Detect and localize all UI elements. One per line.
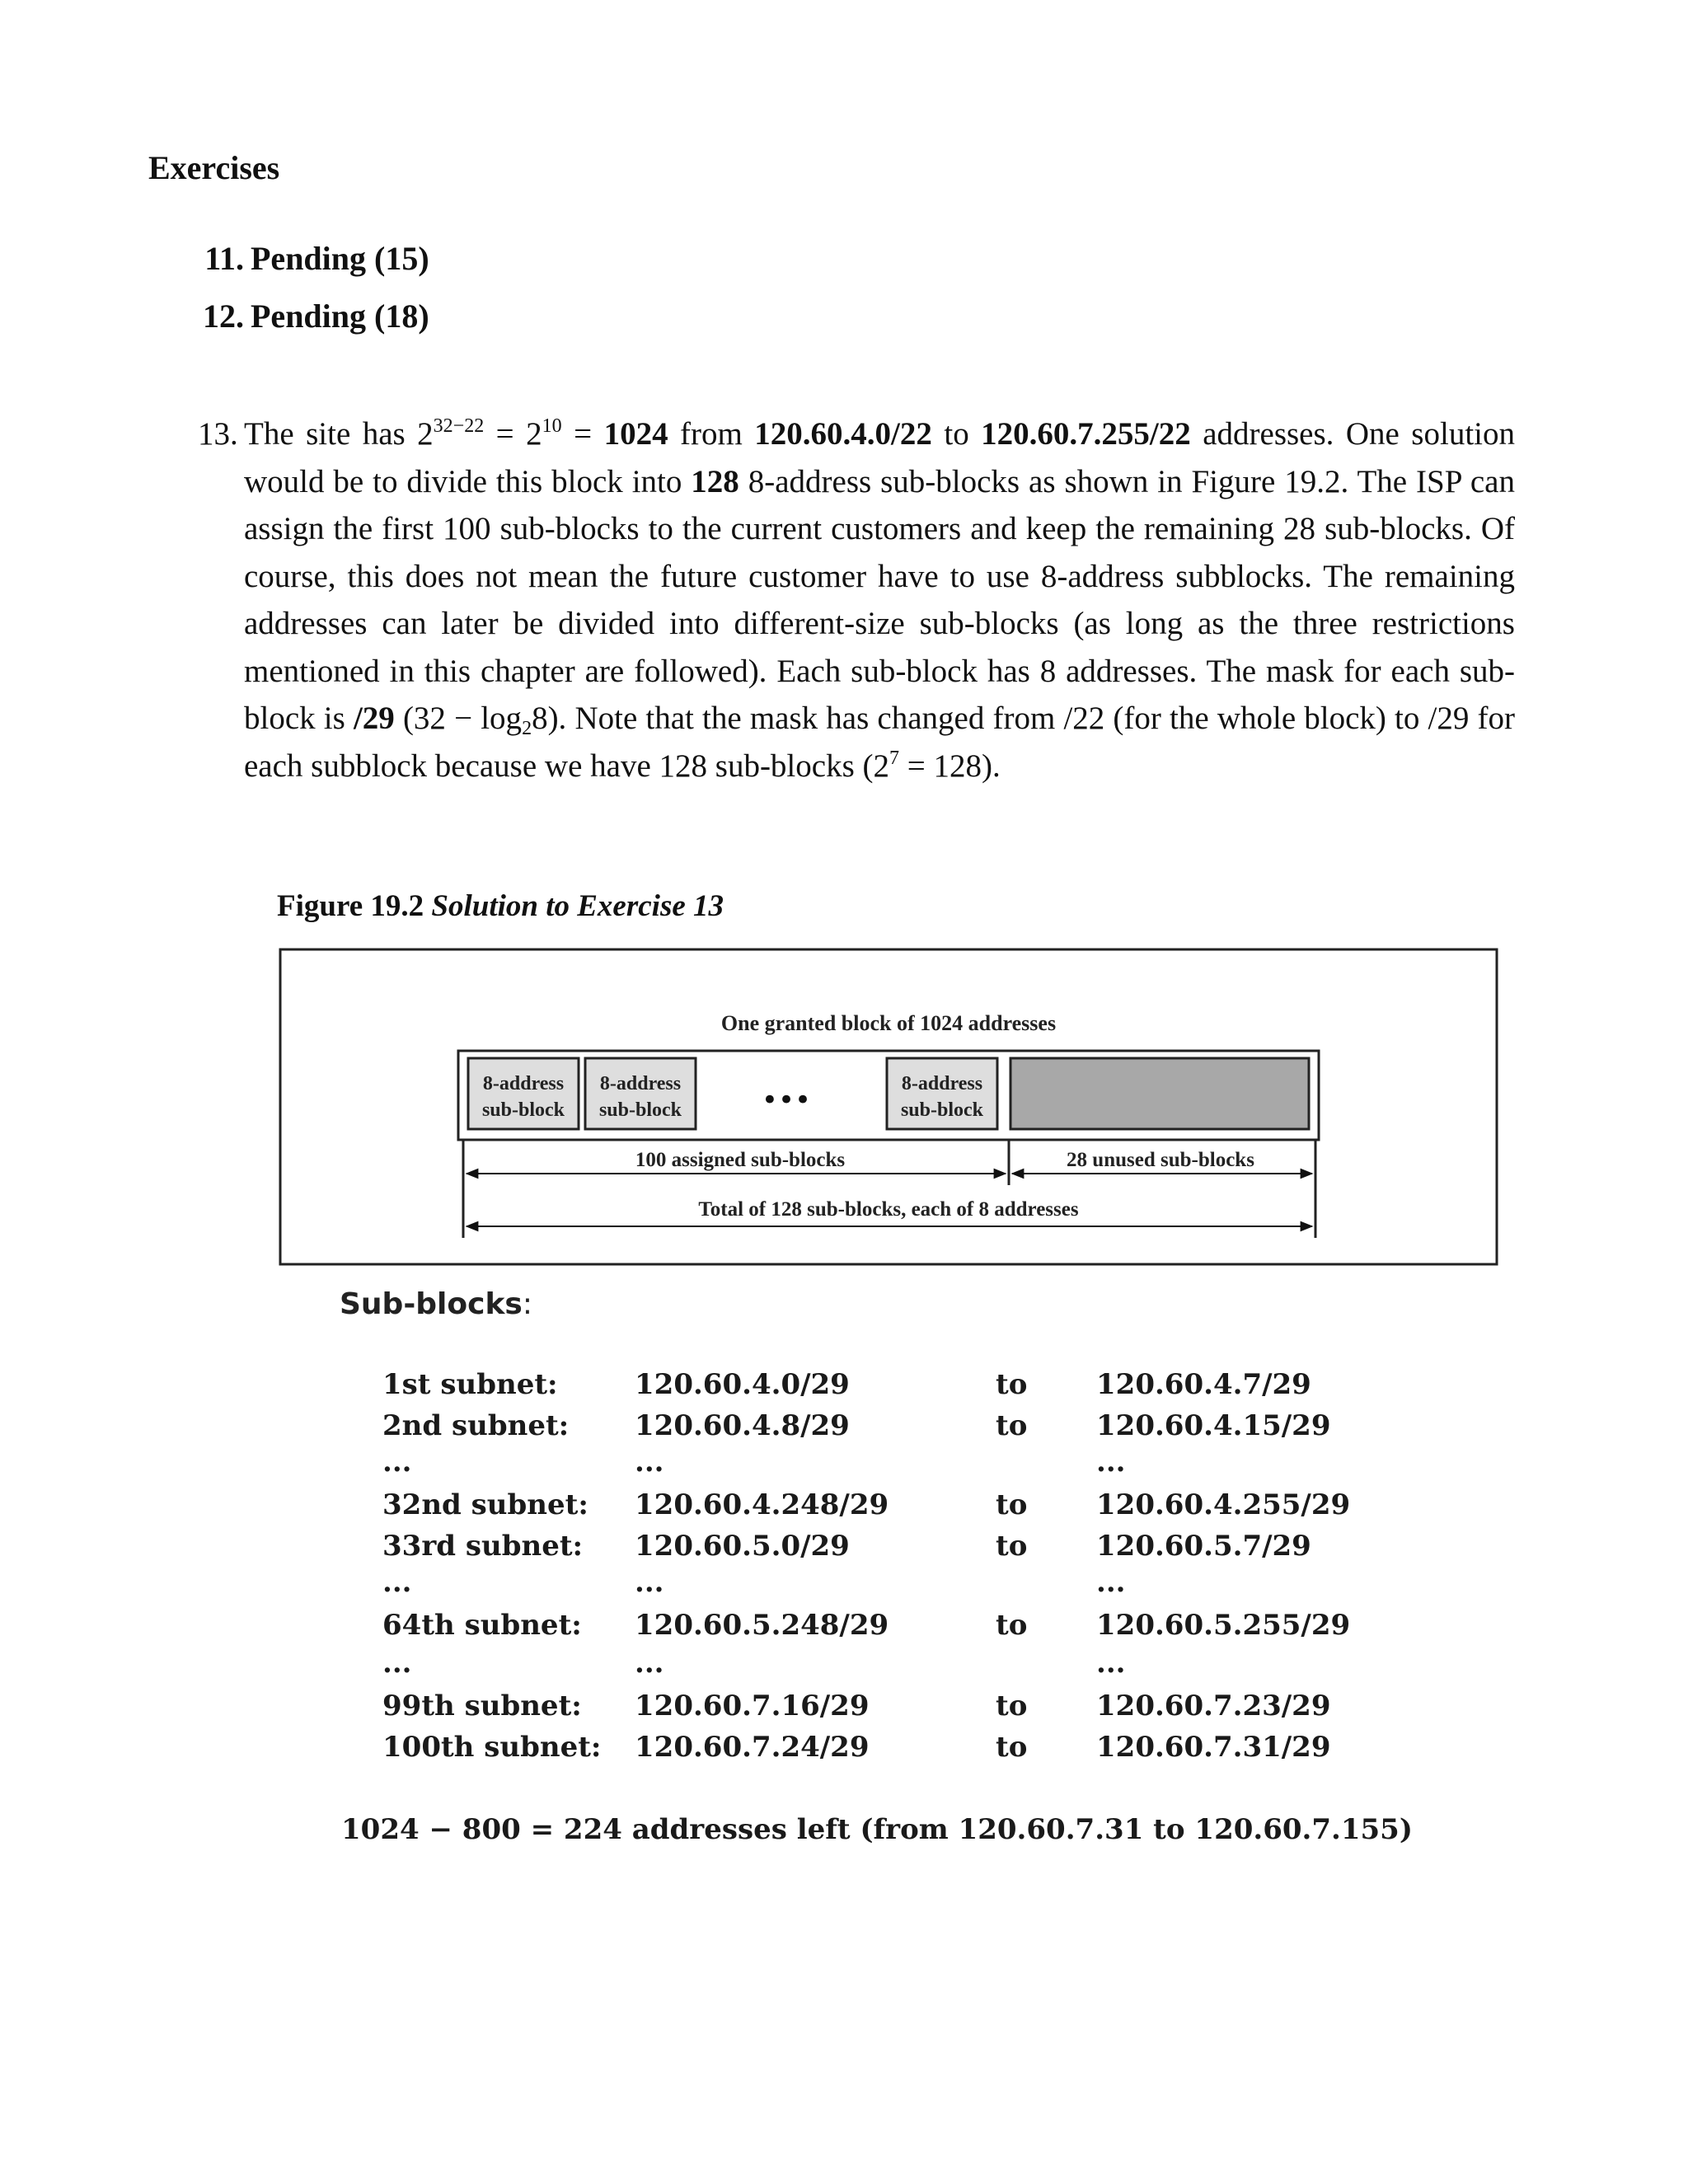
table-row bbox=[0, 1647, 1688, 1686]
subnet-start: ... bbox=[635, 1566, 664, 1599]
subnet-end: 120.60.4.255/29 bbox=[1096, 1488, 1351, 1521]
subnet-end: ... bbox=[1096, 1446, 1126, 1479]
subnet-name: 99th subnet: bbox=[382, 1690, 582, 1722]
subnet-start: 120.60.5.0/29 bbox=[635, 1530, 850, 1563]
bold-value: 120.60.7.255/22 bbox=[981, 416, 1191, 452]
text: The site has 2 bbox=[244, 416, 434, 452]
bold-value: /29 bbox=[353, 701, 395, 736]
text: to bbox=[931, 416, 982, 452]
subnet-end: 120.60.7.31/29 bbox=[1096, 1731, 1331, 1764]
table-row bbox=[0, 1368, 1688, 1408]
block-title: One granted block of 1024 addresses bbox=[720, 1011, 1057, 1035]
exponent: 7 bbox=[889, 747, 899, 769]
subnet-end: 120.60.5.7/29 bbox=[1096, 1530, 1311, 1563]
address-block-diagram bbox=[279, 948, 1498, 1266]
range-word: to bbox=[996, 1609, 1028, 1642]
subnet-end: ... bbox=[1096, 1566, 1126, 1599]
text: from bbox=[668, 416, 755, 452]
text: 8-address sub-blocks as shown in Figure 19.2. The ISP can assign the first 100 sub-blocks to the current customers and keep the remaining 28 sub-blocks. Of course, this does not mean the future customer have to use 8-address subblocks. The remaining addresses can later be divided into different-size sub-blocks (as long as the three restrictions mentioned in this chapter are followed). Each sub-block has 8 addresses. The mask for each sub-block is bbox=[244, 463, 1515, 736]
sub-block-1 bbox=[468, 1058, 579, 1129]
unused-region bbox=[1010, 1058, 1309, 1129]
subnet-start: 120.60.4.248/29 bbox=[635, 1488, 889, 1521]
subnet-start: 120.60.5.248/29 bbox=[635, 1609, 889, 1642]
exponent: 10 bbox=[542, 415, 562, 437]
sub-block-2 bbox=[585, 1058, 696, 1129]
range-word: to bbox=[996, 1488, 1028, 1521]
subnet-start: ... bbox=[635, 1647, 664, 1680]
range-word: to bbox=[996, 1409, 1028, 1442]
table-row bbox=[0, 1488, 1688, 1528]
item-text: Pending (18) bbox=[251, 298, 429, 335]
exercise-12 bbox=[191, 297, 429, 335]
unused-label: 28 unused sub-blocks bbox=[1067, 1149, 1254, 1171]
bold-value: 120.60.4.0/22 bbox=[754, 416, 932, 452]
subnet-name: 1st subnet: bbox=[382, 1368, 558, 1401]
range-word: to bbox=[996, 1530, 1028, 1563]
table-row bbox=[0, 1566, 1688, 1605]
exercise-11 bbox=[191, 239, 429, 278]
subnet-name: 32nd subnet: bbox=[382, 1488, 588, 1521]
title-text: Sub-blocks bbox=[340, 1287, 523, 1321]
item-number: 12. bbox=[203, 298, 244, 335]
range-word: to bbox=[996, 1690, 1028, 1722]
subnet-start: 120.60.7.24/29 bbox=[635, 1731, 870, 1764]
table-row bbox=[0, 1530, 1688, 1569]
text: (32 − log bbox=[394, 701, 523, 736]
subnet-end: ... bbox=[1096, 1647, 1126, 1680]
subnet-name: ... bbox=[382, 1446, 412, 1479]
ellipsis: ••• bbox=[761, 1084, 812, 1117]
table-row bbox=[0, 1731, 1688, 1770]
range-word: to bbox=[996, 1368, 1028, 1401]
subnet-name: ... bbox=[382, 1647, 412, 1680]
table-row bbox=[0, 1609, 1688, 1648]
subnet-name: 2nd subnet: bbox=[382, 1409, 570, 1442]
exponent: 32−22 bbox=[433, 415, 485, 437]
bold-value: 128 bbox=[691, 463, 739, 499]
subnet-start: 120.60.4.0/29 bbox=[635, 1368, 850, 1401]
text: addresses. One solution would be to divide this block into bbox=[244, 416, 1515, 499]
text: = bbox=[561, 416, 604, 452]
sub-block-label: 8-address bbox=[482, 1073, 565, 1094]
title-colon: : bbox=[522, 1287, 532, 1321]
subnet-start: 120.60.7.16/29 bbox=[635, 1690, 870, 1722]
total-label: Total of 128 sub-blocks, each of 8 addresses bbox=[698, 1198, 1079, 1221]
figure-title: Solution to Exercise 13 bbox=[431, 889, 724, 923]
item-number: 11. bbox=[204, 240, 244, 277]
subscript: 2 bbox=[522, 718, 532, 739]
subnet-end: 120.60.4.15/29 bbox=[1096, 1409, 1331, 1442]
subnet-name: 33rd subnet: bbox=[382, 1530, 584, 1563]
exercise-13-paragraph bbox=[198, 410, 1515, 790]
section-heading: Exercises bbox=[148, 149, 280, 186]
text: = 2 bbox=[484, 416, 542, 452]
sub-block-100 bbox=[887, 1058, 997, 1129]
sub-block-label: 8-address bbox=[599, 1073, 682, 1094]
exercise-13 bbox=[198, 410, 1515, 790]
sub-block-label: 8-address bbox=[901, 1073, 983, 1094]
table-row bbox=[0, 1446, 1688, 1485]
assigned-label: 100 assigned sub-blocks bbox=[635, 1149, 846, 1171]
sub-block-label: sub-block bbox=[481, 1099, 565, 1121]
subnet-start: 120.60.4.8/29 bbox=[635, 1409, 850, 1442]
sub-block-label: sub-block bbox=[598, 1099, 682, 1121]
subnet-name: 100th subnet: bbox=[382, 1731, 602, 1764]
bold-value: 1024 bbox=[603, 416, 668, 452]
subnet-end: 120.60.5.255/29 bbox=[1096, 1609, 1351, 1642]
figure-caption bbox=[277, 888, 724, 924]
addresses-left-note: 1024 − 800 = 224 addresses left (from 120.60.7.31 to 120.60.7.155) bbox=[341, 1813, 1413, 1846]
subnet-end: 120.60.4.7/29 bbox=[1096, 1368, 1311, 1401]
item-number: 13. bbox=[198, 416, 238, 452]
sub-block-label: sub-block bbox=[900, 1099, 984, 1121]
table-row bbox=[0, 1409, 1688, 1449]
text: 8). Note that the mask has changed from /22 (for the whole block) to /29 for each subblock because we have 128 sub-blocks (2 bbox=[244, 701, 1515, 784]
figure-label: Figure 19.2 bbox=[277, 889, 424, 923]
sub-blocks-title bbox=[340, 1287, 532, 1321]
range-word: to bbox=[996, 1731, 1028, 1764]
subnet-name: 64th subnet: bbox=[382, 1609, 582, 1642]
text: = 128). bbox=[899, 748, 1001, 784]
table-row bbox=[0, 1690, 1688, 1729]
item-text: Pending (15) bbox=[251, 240, 429, 277]
subnet-name: ... bbox=[382, 1566, 412, 1599]
subnet-start: ... bbox=[635, 1446, 664, 1479]
subnet-end: 120.60.7.23/29 bbox=[1096, 1690, 1331, 1722]
